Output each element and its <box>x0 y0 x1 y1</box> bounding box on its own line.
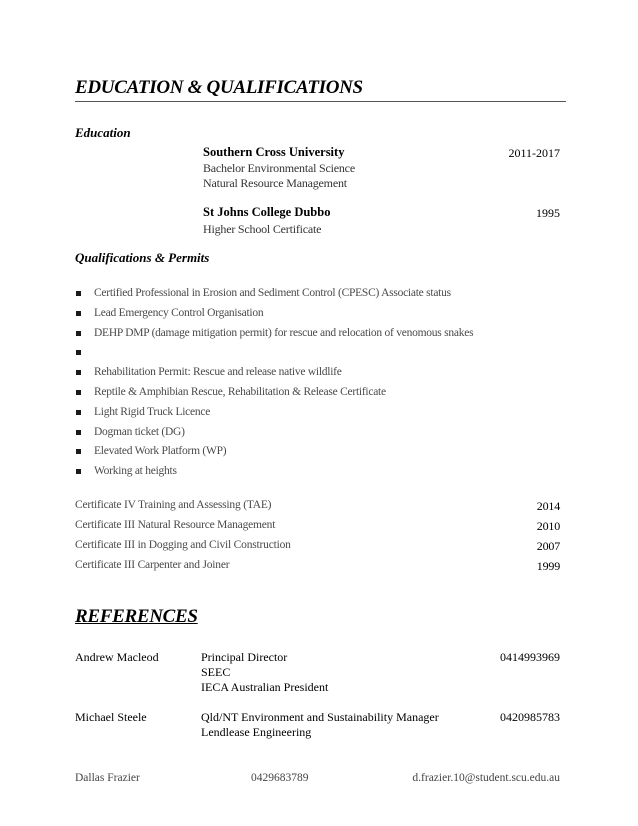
certificate-name: Certificate III in Dogging and Civil Construction <box>75 539 291 551</box>
certificate-year: 1999 <box>536 559 560 573</box>
institution-years: 1995 <box>536 206 560 220</box>
bullet-square-icon <box>76 449 81 454</box>
bullet-square-icon <box>76 370 81 375</box>
list-item: Light Rigid Truck Licence <box>75 403 565 423</box>
reference-name: Michael Steele <box>75 710 147 724</box>
education-heading: EDUCATION & QUALIFICATIONS <box>75 77 363 98</box>
reference-phone: 0420985783 <box>500 710 560 724</box>
certificate-name: Certificate III Natural Resource Management <box>75 519 276 531</box>
list-item: Rehabilitation Permit: Rescue and release native wildlife <box>75 363 565 383</box>
list-item: Working at heights <box>75 462 565 482</box>
institution-name: St Johns College Dubbo <box>203 205 331 219</box>
certificate-row <box>75 559 560 578</box>
footer-email: d.frazier.10@student.scu.edu.au <box>412 772 560 784</box>
list-item: Certified Professional in Erosion and Sediment Control (CPESC) Associate status <box>75 284 565 304</box>
list-item <box>75 343 565 363</box>
bullet-square-icon <box>76 410 81 415</box>
qualifications-list <box>75 284 565 482</box>
certificate-name: Certificate III Carpenter and Joiner <box>75 559 230 571</box>
certificate-row <box>75 519 560 538</box>
degree-detail: Higher School Certificate <box>203 222 322 236</box>
reference-role: Qld/NT Environment and Sustainability Manager <box>201 710 439 724</box>
education-subheading: Education <box>75 125 131 140</box>
bullet-square-icon <box>76 469 81 474</box>
list-item: DEHP DMP (damage mitigation permit) for rescue and relocation of venomous snakes <box>75 324 565 344</box>
reference-phone: 0414993969 <box>500 650 560 664</box>
reference-role: IECA Australian President <box>201 680 329 694</box>
institution-name: Southern Cross University <box>203 145 345 159</box>
certificate-year: 2007 <box>536 539 560 553</box>
qualifications-heading: Qualifications & Permits <box>75 250 210 265</box>
certificate-name: Certificate IV Training and Assessing (TAE) <box>75 499 272 511</box>
bullet-square-icon <box>76 430 81 435</box>
reference-name: Andrew Macleod <box>75 650 159 664</box>
education-heading-rule <box>75 101 566 102</box>
institution-years: 2011-2017 <box>508 146 560 160</box>
footer-phone: 0429683789 <box>251 772 309 784</box>
footer-name: Dallas Frazier <box>75 772 140 784</box>
certificate-year: 2010 <box>536 519 560 533</box>
list-item: Dogman ticket (DG) <box>75 423 565 443</box>
certificate-row <box>75 539 560 558</box>
reference-role: Lendlease Engineering <box>201 725 312 739</box>
list-item: Reptile & Amphibian Rescue, Rehabilitation & Release Certificate <box>75 383 565 403</box>
bullet-square-icon <box>76 311 81 316</box>
degree-detail: Natural Resource Management <box>203 176 347 190</box>
degree-detail: Bachelor Environmental Science <box>203 161 355 175</box>
bullet-square-icon <box>76 291 81 296</box>
bullet-square-icon <box>76 390 81 395</box>
list-item: Lead Emergency Control Organisation <box>75 304 565 324</box>
certificate-year: 2014 <box>536 499 560 513</box>
reference-role: Principal Director <box>201 650 288 664</box>
list-item: Elevated Work Platform (WP) <box>75 442 565 462</box>
reference-role: SEEC <box>201 665 231 679</box>
bullet-square-icon <box>76 350 81 355</box>
references-heading: REFERENCES <box>75 606 198 627</box>
bullet-square-icon <box>76 331 81 336</box>
certificate-row <box>75 499 560 518</box>
